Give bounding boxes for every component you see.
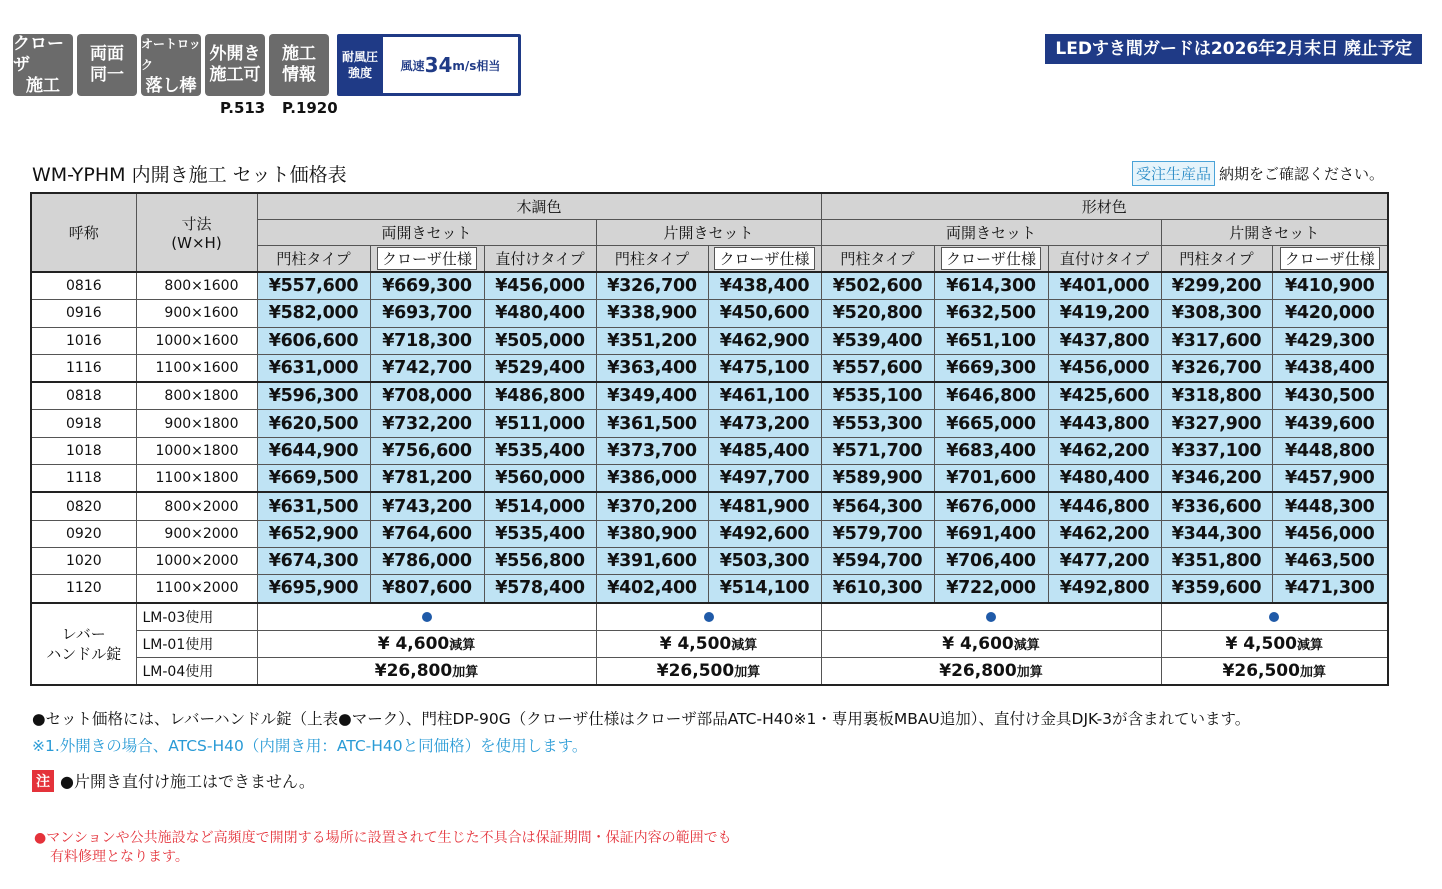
- row-code: 1118: [31, 465, 136, 493]
- page-title: WM-YPHM 内開き施工 セット価格表: [32, 164, 347, 186]
- header-shape-single: 片開きセット: [1161, 220, 1388, 246]
- header-wood: 木調色: [257, 193, 821, 220]
- price-cell: ¥446,800: [1048, 492, 1161, 520]
- price-cell: ¥676,000: [934, 492, 1048, 520]
- price-cell: ¥481,900: [708, 492, 821, 520]
- lm04-wood-double: ¥26,800加算: [257, 658, 596, 686]
- lever-handle-label: レバー ハンドル錠: [31, 603, 136, 686]
- lm03-shape-double: [821, 603, 1161, 631]
- table-row: [31, 437, 1388, 464]
- price-cell: ¥359,600: [1161, 575, 1272, 603]
- price-cell: ¥669,500: [257, 465, 370, 493]
- table-row: [31, 327, 1388, 354]
- header-pillar: 門柱タイプ: [821, 246, 934, 273]
- row-size: 800×1800: [136, 382, 257, 410]
- price-cell: ¥448,800: [1272, 437, 1388, 464]
- price-cell: ¥502,600: [821, 272, 934, 300]
- row-code: 0920: [31, 520, 136, 547]
- price-cell: ¥557,600: [821, 354, 934, 382]
- badge-double-sided: 両面 同一: [77, 34, 137, 96]
- price-cell: ¥438,400: [708, 272, 821, 300]
- price-cell: ¥644,900: [257, 437, 370, 464]
- price-cell: ¥437,800: [1048, 327, 1161, 354]
- price-cell: ¥743,200: [370, 492, 484, 520]
- price-cell: ¥560,000: [484, 465, 596, 493]
- price-cell: ¥646,800: [934, 382, 1048, 410]
- price-cell: ¥492,800: [1048, 575, 1161, 603]
- price-cell: ¥361,500: [596, 410, 708, 437]
- lm04-label: LM-04使用: [136, 658, 257, 686]
- row-code: 0818: [31, 382, 136, 410]
- price-cell: ¥429,300: [1272, 327, 1388, 354]
- price-cell: ¥786,000: [370, 547, 484, 574]
- price-cell: ¥742,700: [370, 354, 484, 382]
- header-direct: 直付けタイプ: [484, 246, 596, 273]
- header-shape-double: 両開きセット: [821, 220, 1161, 246]
- row-code: 1016: [31, 327, 136, 354]
- price-cell: ¥505,000: [484, 327, 596, 354]
- price-cell: ¥556,800: [484, 547, 596, 574]
- row-size: 1100×1600: [136, 354, 257, 382]
- price-cell: ¥485,400: [708, 437, 821, 464]
- row-size: 900×2000: [136, 520, 257, 547]
- price-cell: ¥718,300: [370, 327, 484, 354]
- price-cell: ¥391,600: [596, 547, 708, 574]
- badge-autolock: オートロック 落し棒: [141, 34, 201, 96]
- row-size: 800×1600: [136, 272, 257, 300]
- price-cell: ¥448,300: [1272, 492, 1388, 520]
- price-cell: ¥419,200: [1048, 300, 1161, 327]
- price-cell: ¥338,900: [596, 300, 708, 327]
- price-cell: ¥318,800: [1161, 382, 1272, 410]
- price-cell: ¥606,600: [257, 327, 370, 354]
- table-row: [31, 492, 1388, 520]
- header-size: 寸法 (W×H): [136, 193, 257, 272]
- price-cell: ¥401,000: [1048, 272, 1161, 300]
- caution-note: 注 ●片開き直付け施工はできません。: [32, 769, 315, 792]
- lm03-wood-double: [257, 603, 596, 631]
- badge-construction-info: 施工 情報: [269, 34, 329, 96]
- price-cell: ¥486,800: [484, 382, 596, 410]
- price-cell: ¥462,200: [1048, 520, 1161, 547]
- table-row: [31, 410, 1388, 437]
- row-size: 800×2000: [136, 492, 257, 520]
- caution-mark: 注: [32, 770, 54, 792]
- lm01-label: LM-01使用: [136, 630, 257, 657]
- price-cell: ¥317,600: [1161, 327, 1272, 354]
- price-cell: ¥732,200: [370, 410, 484, 437]
- price-cell: ¥651,100: [934, 327, 1048, 354]
- row-code: 0918: [31, 410, 136, 437]
- price-cell: ¥386,000: [596, 465, 708, 493]
- price-cell: ¥706,400: [934, 547, 1048, 574]
- row-code: 0820: [31, 492, 136, 520]
- row-size: 1000×1800: [136, 437, 257, 464]
- price-cell: ¥620,500: [257, 410, 370, 437]
- price-cell: ¥764,600: [370, 520, 484, 547]
- price-cell: ¥631,000: [257, 354, 370, 382]
- table-row: [31, 354, 1388, 382]
- wind-resistance-badge: 耐風圧 強度 風速 34 m/s相当: [337, 34, 521, 96]
- price-cell: ¥373,700: [596, 437, 708, 464]
- price-cell: ¥691,400: [934, 520, 1048, 547]
- price-cell: ¥308,300: [1161, 300, 1272, 327]
- price-cell: ¥578,400: [484, 575, 596, 603]
- price-cell: ¥477,200: [1048, 547, 1161, 574]
- price-cell: ¥457,900: [1272, 465, 1388, 493]
- price-cell: ¥337,100: [1161, 437, 1272, 464]
- price-cell: ¥351,200: [596, 327, 708, 354]
- price-cell: ¥461,100: [708, 382, 821, 410]
- price-cell: ¥520,800: [821, 300, 934, 327]
- header-closer: クローザ仕様: [934, 246, 1048, 273]
- price-cell: ¥430,500: [1272, 382, 1388, 410]
- price-cell: ¥351,800: [1161, 547, 1272, 574]
- price-cell: ¥463,500: [1272, 547, 1388, 574]
- price-cell: ¥553,300: [821, 410, 934, 437]
- table-row: [31, 575, 1388, 603]
- price-cell: ¥462,900: [708, 327, 821, 354]
- price-cell: ¥535,400: [484, 437, 596, 464]
- row-size: 900×1600: [136, 300, 257, 327]
- price-cell: ¥326,700: [596, 272, 708, 300]
- price-cell: ¥596,300: [257, 382, 370, 410]
- price-cell: ¥380,900: [596, 520, 708, 547]
- price-cell: ¥652,900: [257, 520, 370, 547]
- page-ref-1920: P.1920: [282, 99, 338, 117]
- price-cell: ¥480,400: [1048, 465, 1161, 493]
- price-cell: ¥514,100: [708, 575, 821, 603]
- outward-note: ※1.外開きの場合、ATCS-H40（内開き用：ATC-H40と同価格）を使用します。: [32, 737, 588, 755]
- price-cell: ¥594,700: [821, 547, 934, 574]
- price-cell: ¥336,600: [1161, 492, 1272, 520]
- row-code: 0916: [31, 300, 136, 327]
- header-pillar: 門柱タイプ: [257, 246, 370, 273]
- header-closer: クローザ仕様: [708, 246, 821, 273]
- table-row: [31, 520, 1388, 547]
- badge-outward: 外開き 施工可: [205, 34, 265, 96]
- row-code: 0816: [31, 272, 136, 300]
- table-row: [31, 382, 1388, 410]
- row-size: 1100×2000: [136, 575, 257, 603]
- lm04-shape-double: ¥26,800加算: [821, 658, 1161, 686]
- lm01-shape-single: ¥ 4,500減算: [1161, 630, 1388, 657]
- header-closer: クローザ仕様: [1272, 246, 1388, 273]
- price-cell: ¥439,600: [1272, 410, 1388, 437]
- price-cell: ¥425,600: [1048, 382, 1161, 410]
- page-ref-513: P.513: [220, 99, 266, 117]
- price-cell: ¥511,000: [484, 410, 596, 437]
- set-price-note: ●セット価格には、レバーハンドル錠（上表●マーク）、門柱DP-90G（クローザ仕様はクローザ部品ATC-H40※1・専用裏板MBAU追加）、直付け金具DJK-3が含まれています。: [32, 710, 1251, 728]
- led-notice: LEDすき間ガードは2026年2月末日 廃止予定: [1045, 34, 1422, 64]
- price-cell: ¥695,900: [257, 575, 370, 603]
- price-cell: ¥683,400: [934, 437, 1048, 464]
- price-cell: ¥589,900: [821, 465, 934, 493]
- price-cell: ¥529,400: [484, 354, 596, 382]
- price-cell: ¥473,200: [708, 410, 821, 437]
- table-row: [31, 465, 1388, 493]
- price-cell: ¥462,200: [1048, 437, 1161, 464]
- price-cell: ¥443,800: [1048, 410, 1161, 437]
- price-cell: ¥327,900: [1161, 410, 1272, 437]
- lm03-label: LM-03使用: [136, 603, 257, 631]
- price-cell: ¥535,100: [821, 382, 934, 410]
- header-direct: 直付けタイプ: [1048, 246, 1161, 273]
- table-row: [31, 272, 1388, 300]
- price-cell: ¥456,000: [1048, 354, 1161, 382]
- price-cell: ¥370,200: [596, 492, 708, 520]
- warranty-note: ●マンションや公共施設など高頻度で開閉する場所に設置されて生じた不具合は保証期間・保証内容の範囲でも 有料修理となります。: [34, 830, 732, 865]
- lm03-wood-single: [596, 603, 821, 631]
- feature-badges: [13, 34, 521, 96]
- price-cell: ¥299,200: [1161, 272, 1272, 300]
- price-cell: ¥614,300: [934, 272, 1048, 300]
- lm01-wood-single: ¥ 4,500減算: [596, 630, 821, 657]
- lm01-shape-double: ¥ 4,600減算: [821, 630, 1161, 657]
- header-name: 呼称: [31, 193, 136, 272]
- made-to-order-note: 受注生産品 納期をご確認ください。: [1132, 161, 1384, 186]
- header-pillar: 門柱タイプ: [596, 246, 708, 273]
- price-cell: ¥674,300: [257, 547, 370, 574]
- row-size: 1100×1800: [136, 465, 257, 493]
- price-cell: ¥492,600: [708, 520, 821, 547]
- price-cell: ¥781,200: [370, 465, 484, 493]
- price-cell: ¥410,900: [1272, 272, 1388, 300]
- price-cell: ¥708,000: [370, 382, 484, 410]
- lm01-wood-double: ¥ 4,600減算: [257, 630, 596, 657]
- price-cell: ¥756,600: [370, 437, 484, 464]
- price-cell: ¥632,500: [934, 300, 1048, 327]
- price-cell: ¥503,300: [708, 547, 821, 574]
- price-cell: ¥450,600: [708, 300, 821, 327]
- row-code: 1116: [31, 354, 136, 382]
- header-closer: クローザ仕様: [370, 246, 484, 273]
- price-cell: ¥665,000: [934, 410, 1048, 437]
- row-size: 1000×2000: [136, 547, 257, 574]
- price-cell: ¥514,000: [484, 492, 596, 520]
- row-code: 1020: [31, 547, 136, 574]
- price-cell: ¥363,400: [596, 354, 708, 382]
- price-cell: ¥701,600: [934, 465, 1048, 493]
- table-row: [31, 300, 1388, 327]
- lm03-shape-single: [1161, 603, 1388, 631]
- row-size: 1000×1600: [136, 327, 257, 354]
- price-cell: ¥539,400: [821, 327, 934, 354]
- header-pillar: 門柱タイプ: [1161, 246, 1272, 273]
- price-cell: ¥807,600: [370, 575, 484, 603]
- price-cell: ¥564,300: [821, 492, 934, 520]
- price-cell: ¥456,000: [484, 272, 596, 300]
- price-cell: ¥480,400: [484, 300, 596, 327]
- row-size: 900×1800: [136, 410, 257, 437]
- price-cell: ¥693,700: [370, 300, 484, 327]
- price-cell: ¥438,400: [1272, 354, 1388, 382]
- price-cell: ¥402,400: [596, 575, 708, 603]
- price-cell: ¥669,300: [370, 272, 484, 300]
- price-cell: ¥557,600: [257, 272, 370, 300]
- badge-closer: クローザ 施工: [13, 34, 73, 96]
- lm04-shape-single: ¥26,500加算: [1161, 658, 1388, 686]
- row-code: 1018: [31, 437, 136, 464]
- price-cell: ¥326,700: [1161, 354, 1272, 382]
- price-cell: ¥579,700: [821, 520, 934, 547]
- price-cell: ¥582,000: [257, 300, 370, 327]
- price-cell: ¥346,200: [1161, 465, 1272, 493]
- price-cell: ¥344,300: [1161, 520, 1272, 547]
- price-cell: ¥471,300: [1272, 575, 1388, 603]
- price-cell: ¥497,700: [708, 465, 821, 493]
- made-to-order-tag: 受注生産品: [1132, 161, 1215, 186]
- price-cell: ¥610,300: [821, 575, 934, 603]
- price-cell: ¥475,100: [708, 354, 821, 382]
- price-cell: ¥669,300: [934, 354, 1048, 382]
- price-cell: ¥349,400: [596, 382, 708, 410]
- lm04-wood-single: ¥26,500加算: [596, 658, 821, 686]
- price-table: [30, 192, 1389, 686]
- price-cell: ¥420,000: [1272, 300, 1388, 327]
- price-cell: ¥535,400: [484, 520, 596, 547]
- price-cell: ¥456,000: [1272, 520, 1388, 547]
- row-code: 1120: [31, 575, 136, 603]
- price-cell: ¥722,000: [934, 575, 1048, 603]
- header-shape: 形材色: [821, 193, 1388, 220]
- price-cell: ¥571,700: [821, 437, 934, 464]
- header-wood-double: 両開きセット: [257, 220, 596, 246]
- table-row: [31, 547, 1388, 574]
- header-wood-single: 片開きセット: [596, 220, 821, 246]
- price-cell: ¥631,500: [257, 492, 370, 520]
